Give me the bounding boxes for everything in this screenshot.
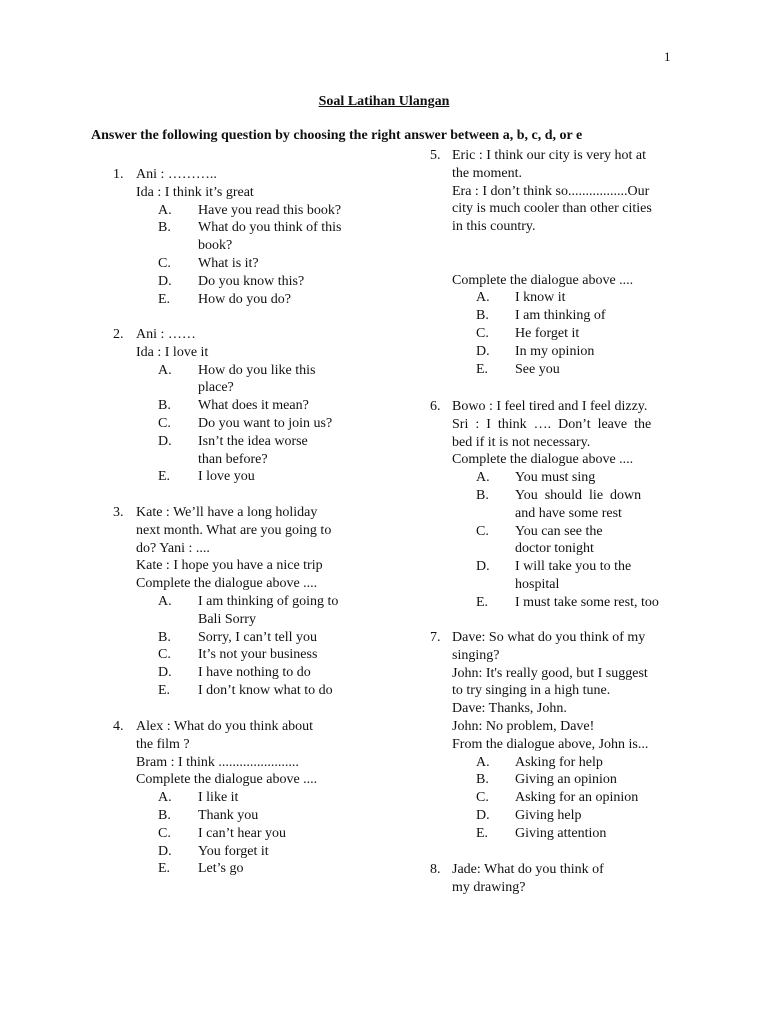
option-d[interactable]: D. Giving help	[476, 807, 582, 823]
option-b[interactable]: B. Thank you	[158, 807, 259, 823]
dialogue-line: Dave: Thanks, John.	[452, 701, 567, 717]
option-a[interactable]: A. Asking for help	[476, 754, 603, 770]
dialogue-line: Eric : I think our city is very hot at	[452, 148, 647, 163]
dialogue-line: Ida : I love it	[136, 344, 209, 360]
option-d[interactable]: D. In my opinion	[476, 343, 595, 359]
dialogue-line: the film ?	[136, 736, 190, 752]
dialogue-line: Ida : I think it’s great	[136, 184, 254, 200]
dialogue-line: Alex : What do you think about	[136, 719, 314, 734]
question-prompt: Complete the dialogue above ....	[452, 272, 634, 288]
question-number: 2.	[113, 327, 124, 342]
option-d[interactable]: D. Do you know this?	[158, 273, 305, 289]
option-b[interactable]: B. You should lie down and have some rest	[476, 487, 642, 521]
page-number: 1	[664, 49, 671, 64]
question-prompt: Complete the dialogue above ....	[452, 452, 634, 468]
option-b[interactable]: B. I am thinking of	[476, 308, 606, 324]
question-prompt: From the dialogue above, John is...	[452, 736, 649, 752]
option-a[interactable]: A. I like it	[158, 790, 239, 806]
option-a[interactable]: A. How do you like this place?	[158, 362, 316, 396]
dialogue-line: Dave: So what do you think of my	[452, 630, 646, 645]
option-b[interactable]: B. What do you think of this book?	[158, 220, 342, 254]
option-c[interactable]: C. What is it?	[158, 255, 259, 271]
option-c[interactable]: C. You can see the doctor tonight	[476, 523, 603, 557]
dialogue-line: John: It's really good, but I suggest	[452, 665, 648, 681]
document-title: Soal Latihan Ulangan	[318, 94, 450, 109]
dialogue-line: do? Yani : ....	[136, 540, 210, 556]
option-a[interactable]: A. You must sing	[476, 470, 596, 486]
dialogue-line: bed if it is not necessary.	[452, 434, 591, 450]
dialogue-line: Era : I don’t think so.................Our	[452, 183, 650, 199]
option-b[interactable]: B. Giving an opinion	[476, 772, 617, 788]
option-c[interactable]: C. It’s not your business	[158, 647, 318, 663]
instructions: Answer the following question by choosing the right answer between a, b, c, d, or e	[91, 128, 583, 143]
question-prompt: Complete the dialogue above ....	[136, 576, 318, 592]
dialogue-line: city is much cooler than other cities	[452, 201, 652, 217]
question-prompt: Complete the dialogue above ....	[136, 772, 318, 788]
dialogue-line: Ani : ………..	[136, 167, 217, 182]
dialogue-line: singing?	[452, 647, 500, 663]
dialogue-line: John: No problem, Dave!	[452, 718, 595, 734]
option-a[interactable]: A. I know it	[476, 290, 566, 306]
option-d[interactable]: D. I will take you to the hospital	[476, 559, 632, 592]
dialogue-line: Bowo : I feel tired and I feel dizzy.	[452, 399, 648, 414]
dialogue-line: next month. What are you going to	[136, 522, 332, 538]
option-e[interactable]: E. I don’t know what to do	[158, 682, 333, 698]
option-e[interactable]: E. How do you do?	[158, 291, 291, 307]
dialogue-line: Jade: What do you think of	[452, 862, 604, 877]
dialogue-line: Kate : I hope you have a nice trip	[136, 558, 323, 574]
dialogue-line: in this country.	[452, 219, 536, 235]
dialogue-line: Bram : I think .......................	[136, 754, 299, 770]
question-number: 4.	[113, 719, 124, 734]
option-e[interactable]: E. I love you	[158, 469, 255, 485]
question-number: 3.	[113, 505, 124, 520]
option-d[interactable]: D. You forget it	[158, 843, 269, 859]
dialogue-line: Sri : I think …. Don’t leave the	[452, 416, 652, 432]
option-c[interactable]: C. I can’t hear you	[158, 825, 286, 841]
option-d[interactable]: D. I have nothing to do	[158, 665, 311, 681]
option-b[interactable]: B. What does it mean?	[158, 398, 309, 414]
question-number: 8.	[430, 862, 441, 877]
dialogue-line: to try singing in a high tune.	[452, 683, 611, 699]
option-c[interactable]: C. He forget it	[476, 325, 580, 341]
dialogue-line: the moment.	[452, 165, 522, 181]
option-e[interactable]: E. Let’s go	[158, 861, 244, 877]
option-d[interactable]: D. Isn’t the idea worse than before?	[158, 433, 308, 467]
option-a[interactable]: A. Have you read this book?	[158, 202, 342, 218]
dialogue-line: Kate : We’ll have a long holiday	[136, 505, 318, 520]
dialogue-line: my drawing?	[452, 879, 526, 895]
question-number: 5.	[430, 148, 441, 163]
option-c[interactable]: C. Do you want to join us?	[158, 415, 333, 431]
question-number: 1.	[113, 167, 124, 182]
option-e[interactable]: E. See you	[476, 361, 560, 377]
question-number: 6.	[430, 399, 441, 414]
option-e[interactable]: E. I must take some rest, too	[476, 594, 659, 610]
option-c[interactable]: C. Asking for an opinion	[476, 790, 639, 806]
option-a[interactable]: A. I am thinking of going to Bali Sorry	[158, 593, 339, 627]
option-b[interactable]: B. Sorry, I can’t tell you	[158, 629, 317, 645]
option-e[interactable]: E. Giving attention	[476, 825, 607, 841]
dialogue-line: Ani : ……	[136, 327, 196, 342]
question-number: 7.	[430, 630, 441, 645]
